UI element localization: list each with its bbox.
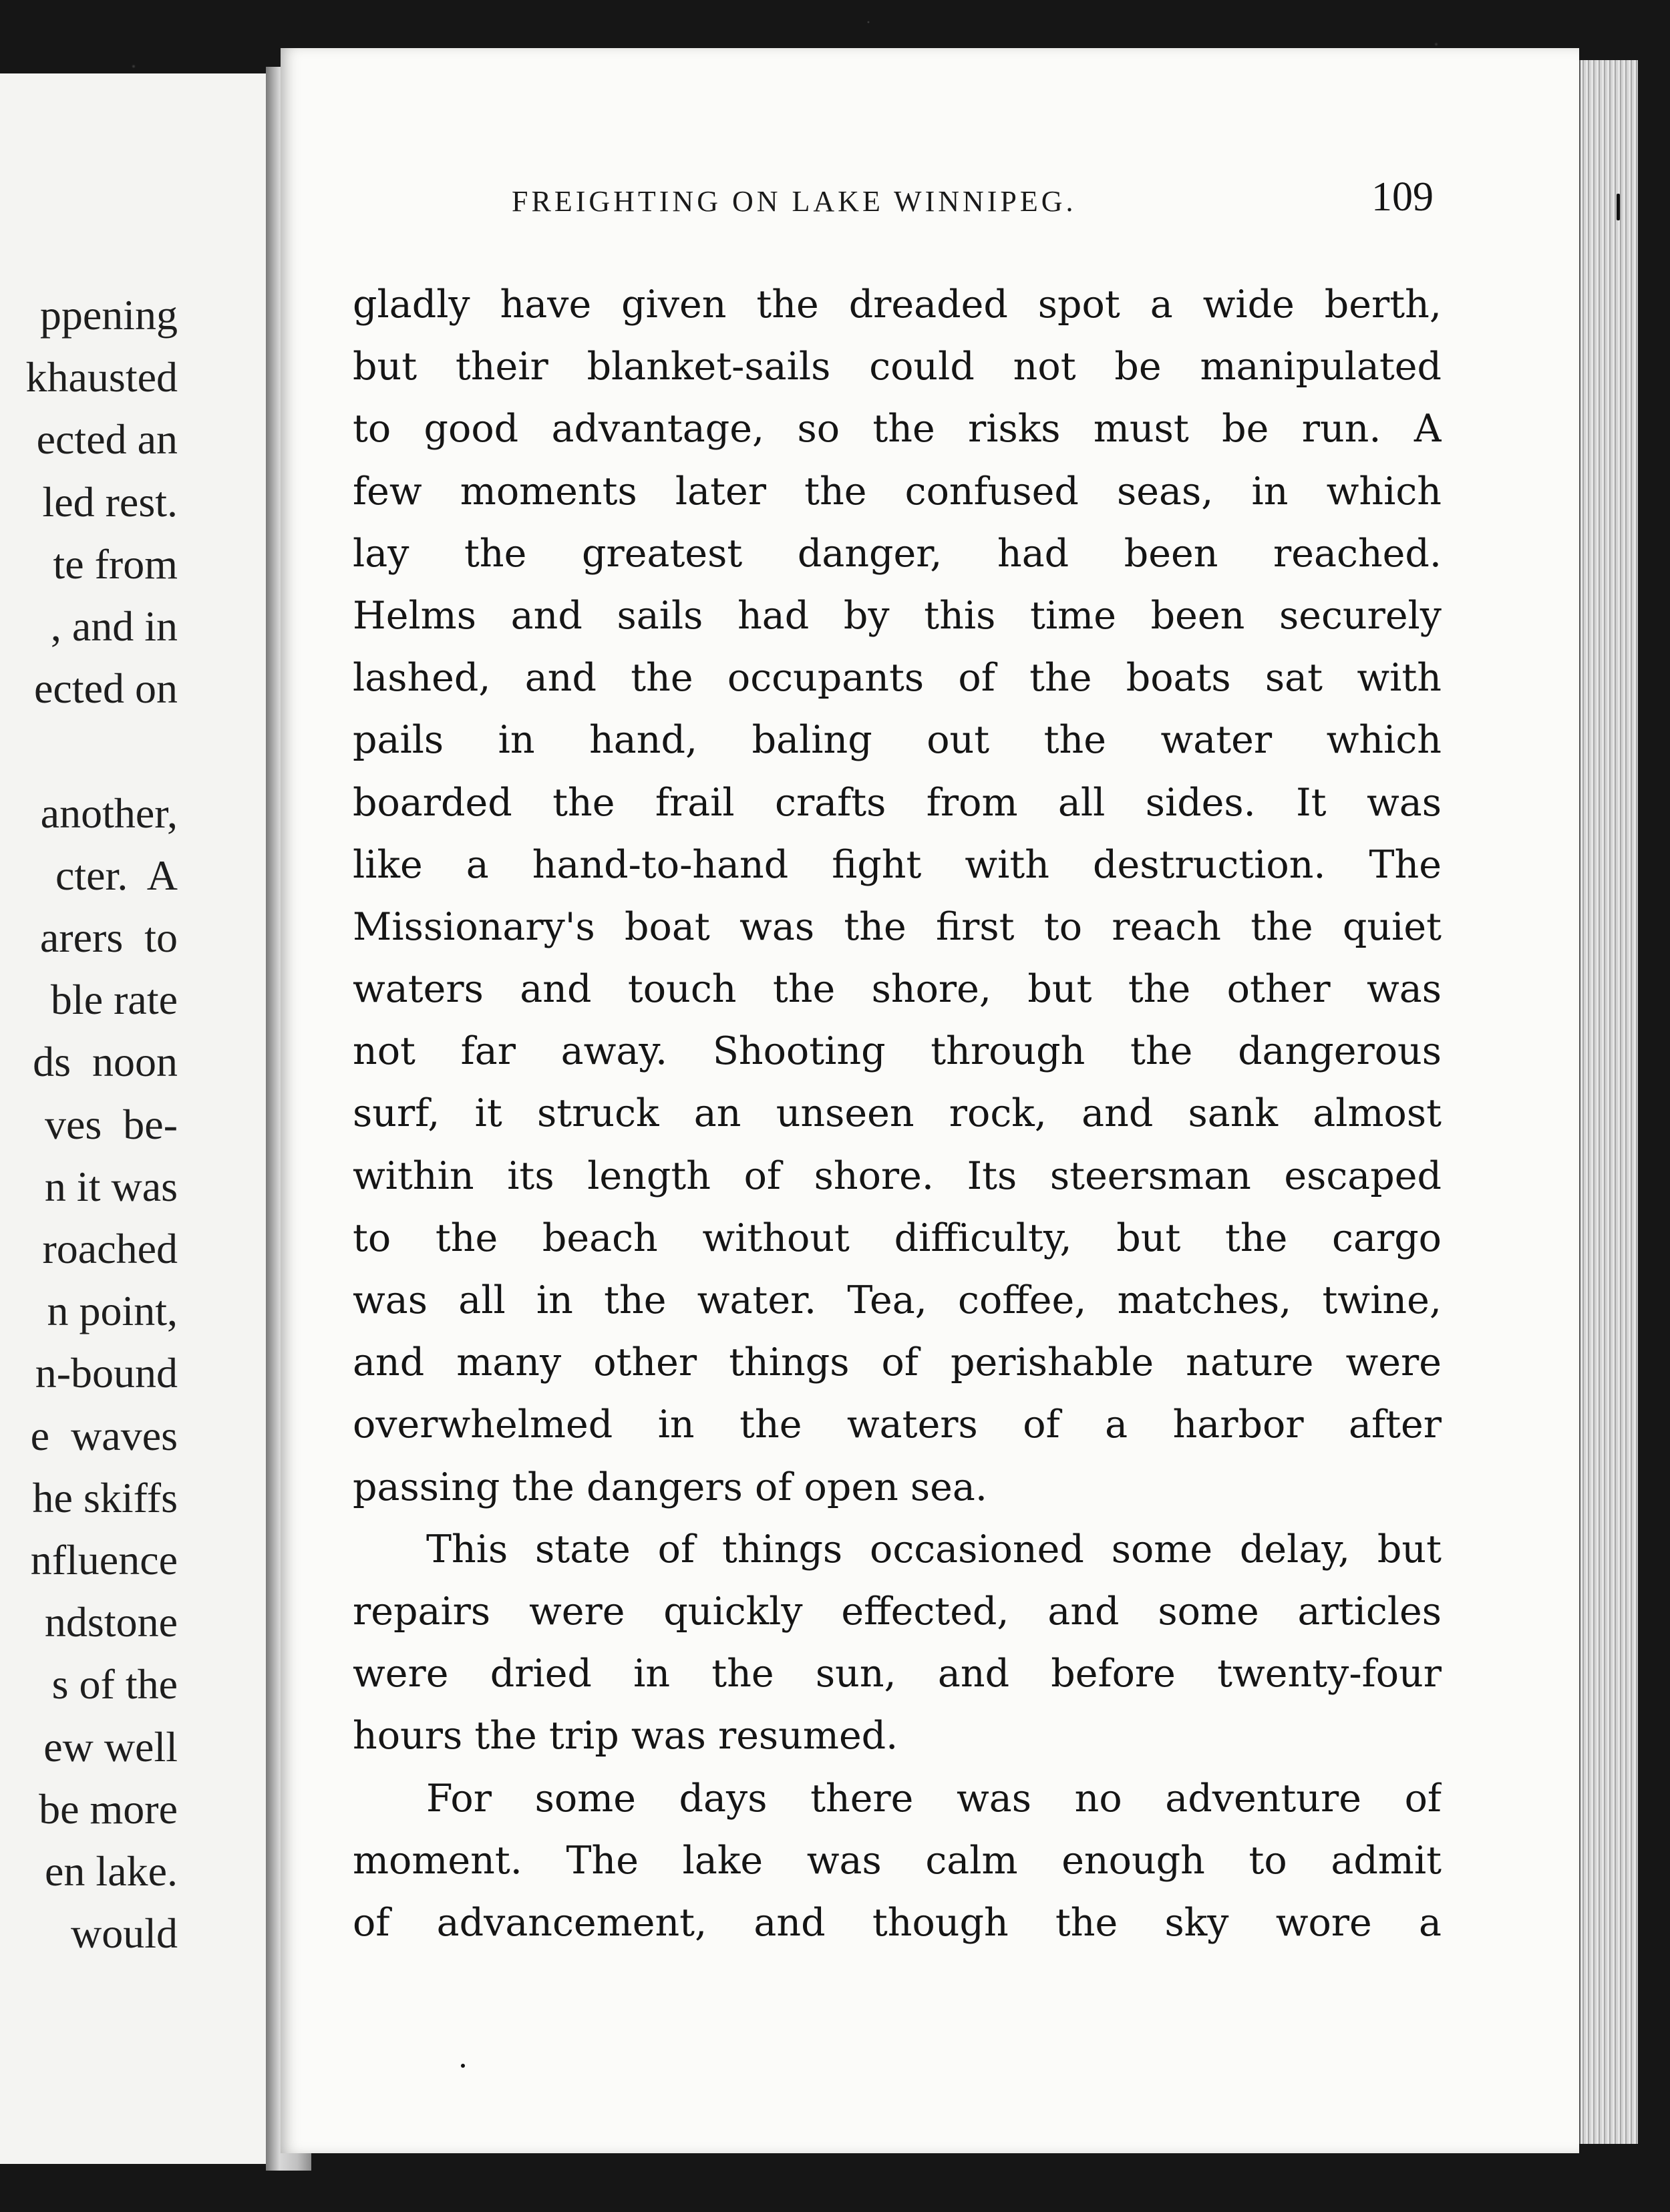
facing-page <box>0 73 270 2164</box>
facing-page-line: , and in <box>50 602 178 650</box>
text-line: surf, it struck an unseen rock, and sank almost <box>353 1091 1442 1136</box>
paragraph-end-line: hours the trip was resumed. <box>353 1714 898 1759</box>
text-line: gladly have given the dreaded spot a wide berth, <box>353 283 1442 327</box>
facing-page-line: cter. A <box>55 851 178 899</box>
text-line: and many other things of perishable nature were <box>353 1340 1442 1385</box>
text-line: were dried in the sun, and before twenty-four <box>353 1652 1442 1696</box>
facing-page-line: ew well <box>43 1722 178 1771</box>
facing-page-line: te from <box>53 540 178 588</box>
text-line: boarded the frail crafts from all sides. It was <box>353 780 1442 825</box>
facing-page-line: en lake. <box>45 1847 178 1895</box>
facing-page-line: arers to <box>39 914 178 961</box>
facing-page-line: nfluence <box>30 1536 178 1584</box>
facing-page-line: ndstone <box>44 1598 178 1646</box>
text-line: of advancement, and though the sky wore a <box>353 1900 1442 1945</box>
text-line: repairs were quickly effected, and some articles <box>353 1589 1442 1634</box>
facing-page-line: ppening <box>39 291 178 339</box>
facing-page-line: ds noon <box>33 1038 178 1086</box>
facing-page-line: another, <box>40 789 178 837</box>
page-header <box>512 174 1434 232</box>
facing-page-line: ves be- <box>44 1100 178 1148</box>
text-line: Missionary's boat was the first to reach the quiet <box>353 904 1442 949</box>
scan-speck <box>1617 194 1620 220</box>
page-number: 109 <box>1371 174 1434 220</box>
text-line: waters and touch the shore, but the other was <box>353 967 1442 1012</box>
paragraph-end-line: passing the dangers of open sea. <box>353 1465 987 1509</box>
facing-page-line: would <box>49 1909 178 1958</box>
facing-page-line: ected on <box>34 665 178 713</box>
paragraph-start-line: This state of things occasioned some delay, but <box>426 1527 1442 1572</box>
facing-page-line: khausted <box>25 353 178 401</box>
facing-page-line: led rest. <box>42 478 178 526</box>
facing-page-line: n point, <box>47 1287 178 1335</box>
paragraph-start-line: For some days there was no adventure of <box>426 1776 1442 1821</box>
running-title: FREIGHTING ON LAKE WINNIPEG. <box>512 185 1077 218</box>
body-text <box>353 274 1442 1954</box>
text-line: within its length of shore. Its steersman escaped <box>353 1153 1442 1198</box>
facing-page-line: ected an <box>36 415 178 464</box>
text-line: but their blanket-sails could not be manipulated <box>353 345 1442 389</box>
facing-page-line: n-bound <box>35 1349 178 1397</box>
facing-page-line: n it was <box>44 1162 178 1210</box>
text-line: was all in the water. Tea, coffee, matches, twine, <box>353 1278 1442 1322</box>
facing-page-line: he skiffs <box>32 1473 178 1521</box>
text-line: pails in hand, baling out the water which <box>353 718 1442 763</box>
text-line: moment. The lake was calm enough to admit <box>353 1838 1442 1883</box>
scan-speck <box>461 2064 465 2068</box>
facing-page-line: s of the <box>51 1660 178 1708</box>
text-line: lay the greatest danger, had been reached. <box>353 531 1442 576</box>
facing-page-line: e waves <box>30 1411 178 1459</box>
page-edges <box>1579 60 1638 2144</box>
text-line: to good advantage, so the risks must be run. A <box>353 407 1442 451</box>
facing-page-line: ble rate <box>50 976 178 1024</box>
text-line: few moments later the confused seas, in which <box>353 469 1442 514</box>
text-line: to the beach without difficulty, but the cargo <box>353 1216 1442 1260</box>
text-line: lashed, and the occupants of the boats sat with <box>353 656 1442 701</box>
text-line: like a hand-to-hand fight with destruction. The <box>353 842 1442 887</box>
text-line: overwhelmed in the waters of a harbor after <box>353 1403 1442 1447</box>
facing-page-line: roached <box>42 1225 178 1272</box>
facing-page-line: be more <box>39 1785 178 1833</box>
text-line: Helms and sails had by this time been securely <box>353 593 1442 638</box>
text-line: not far away. Shooting through the dangerous <box>353 1029 1442 1074</box>
